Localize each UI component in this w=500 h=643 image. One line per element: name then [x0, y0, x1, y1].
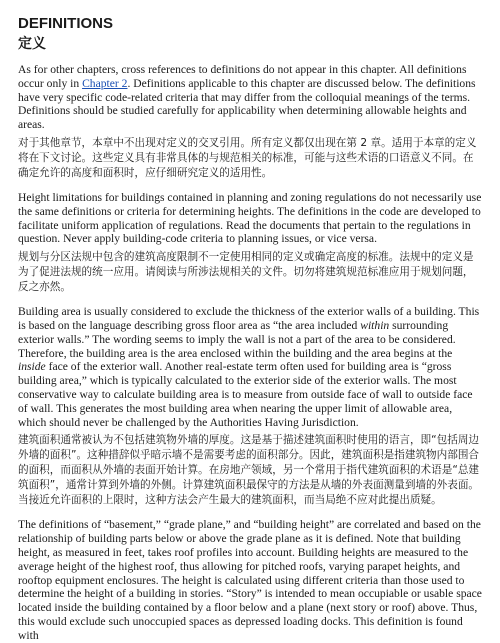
chapter-2-link[interactable]: Chapter 2: [82, 76, 128, 90]
paragraph-height-limitations-en: Height limitations for buildings contained in planning and zoning regulations do not necessarily use the same definitions or criteria for determining heights. The definitions in the code are developed to facilitate uniform application of regulations. Read the documents that pertain to the regulations in question. Never apply building-code criteria to planning issues, or vice versa.: [18, 190, 482, 246]
section-title-zh: 定义: [18, 36, 46, 52]
paragraph-basement-grade-plane-en: The definitions of “basement,” “grade plane,” and “building height” are correlated and based on the relationship of building parts below or above the grade plane as it is defined. Note that building height, as measured in feet, takes roof profiles into account. Building heights are measured to the average height of the highest roof, thus allowing for pitched roofs, varying parapet heights, and rooftop equipment enclosures. The height is calculated using different criteria than those used to determine the height of a building in stories. “Story” is intended to mean occupiable or usable space located inside the building contained by a floor below and a plane (next story or roof) above. Thus, this would exclude such unoccupied spaces as depressed loading docks. This definition is found with: [18, 518, 482, 642]
paragraph-intro-zh: 对于其他章节，本章中不出现对定义的交叉引用。所有定义都仅出现在第 2 章。适用于本章的定义将在下文讨论。这些定义具有非常具体的与规范相关的标准，可能与这些术语的口语意义不同。在确定允许的高度和面积时，应仔细研究定义的适用性。: [18, 136, 477, 179]
paragraph-building-area-en: Building area is usually considered to exclude the thickness of the exterior walls of a building. This is based on the language describing gross floor area as “the area included within surrounding exterior walls.” The wording seems to imply the wall is not a part of the area to be considered. Therefore, the building area is the area enclosed within the building and the area begins at the inside face of the exterior wall. Another real-estate term often used for building area is “gross building area,” which is typically calculated to the exterior side of the exterior walls. The most conservative way to calculate building area is to measure from outside face of wall to outside face of wall. This generates the most building area when nearing the upper limit of allowable area, which should never be challenged by the Authorities Having Jurisdiction.: [18, 305, 480, 429]
paragraph-intro-en: As for other chapters, cross references to definitions do not appear in this chapter. All definitions occur only in Chapter 2. Definitions applicable to this chapter are discussed below. The definitions have very specific code-related criteria that may differ from the colloquial meanings of the terms. Definitions should be studied carefully for applicability when determining allowable heights and areas.: [18, 63, 476, 132]
section-title-en: DEFINITIONS: [18, 15, 114, 32]
paragraph-height-limitations-zh: 规划与分区法规中包含的建筑高度限制不一定使用相同的定义或确定高度的标准。法规中的定义是为了促进法规的统一应用。请阅读与所涉法规相关的文件。切勿将建筑规范标准应用于规划问题，反之亦然。: [18, 251, 474, 294]
paragraph-building-area-zh: 建筑面积通常被认为不包括建筑物外墙的厚度。这是基于描述建筑面积时使用的语言，即“包括周边外墙的面积”。这种措辞似乎暗示墙不是需要考虑的面积部分。因此，建筑面积是指建筑物内部围合的面积，而面积从外墙的表面开始计算。在房地产领域，另一个常用于指代建筑面积的术语是“总建筑面积”，通常计算到外墙的外侧。计算建筑面积最保守的方法是从墙的外表面测量到墙的外表面。当接近允许面积的上限时，这种方法会产生最大的建筑面积，而当局绝不应对此提出质疑。: [18, 434, 480, 507]
